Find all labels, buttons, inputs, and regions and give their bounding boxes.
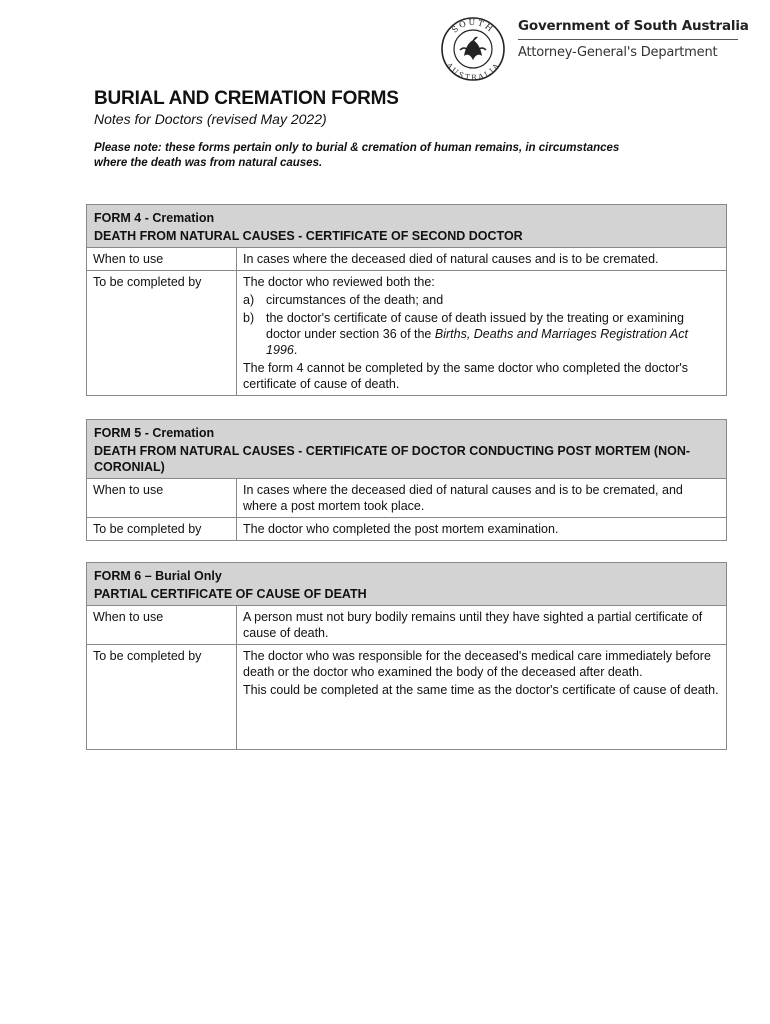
completed-by-text: The doctor who completed the post mortem examination. — [237, 518, 727, 541]
list-marker: b) — [243, 311, 255, 325]
completed-by-text — [237, 271, 727, 396]
form-heading: FORM 5 - Cremation — [94, 426, 215, 440]
completed-by-label: To be completed by — [87, 271, 237, 396]
form-subheading: DEATH FROM NATURAL CAUSES - CERTIFICATE OF SECOND DOCTOR — [94, 229, 523, 243]
south-australia-seal-icon — [440, 16, 506, 82]
form-subheading: PARTIAL CERTIFICATE OF CAUSE OF DEATH — [94, 587, 367, 601]
form-5-table — [86, 419, 727, 541]
when-to-use-text: A person must not bury bodily remains until they have sighted a partial certificate of cause of death. — [237, 606, 727, 645]
seal-bottom-text: AUSTRALIA — [444, 61, 502, 82]
completed-by-paragraph-2: This could be completed at the same time as the doctor's certificate of cause of death. — [243, 683, 719, 697]
list-item-text: circumstances of the death; and — [266, 293, 444, 307]
when-to-use-label: When to use — [87, 479, 237, 518]
svg-text:SOUTH — [450, 18, 496, 35]
seal-top-text: SOUTH — [450, 17, 496, 35]
form-4-header — [87, 205, 727, 248]
when-to-use-label: When to use — [87, 606, 237, 645]
when-to-use-text: In cases where the deceased died of natural causes and is to be cremated, and where a post mortem took place. — [237, 479, 727, 518]
act-name: Births, Deaths and Marriages Registration Act 1996 — [266, 327, 688, 357]
page-header — [440, 14, 749, 82]
completed-by-label: To be completed by — [87, 645, 237, 750]
list-item-text-end: . — [293, 343, 298, 357]
list-item — [243, 310, 719, 358]
form-5-header — [87, 420, 727, 479]
completed-by-list — [243, 292, 719, 358]
page-subtitle: Notes for Doctors (revised May 2022) — [94, 111, 327, 127]
page-title: BURIAL AND CREMATION FORMS — [94, 88, 399, 109]
list-item — [243, 292, 719, 308]
form-4-table — [86, 204, 727, 396]
svg-text:AUSTRALIA — [444, 61, 501, 82]
completed-by-paragraph: The doctor who was responsible for the deceased's medical care immediately before death or the doctor who examined the body of the deceased after death. — [243, 649, 711, 679]
form-6-header — [87, 563, 727, 606]
form-heading: FORM 6 – Burial Only — [94, 569, 222, 583]
government-name: Government of South Australia — [518, 18, 738, 40]
completed-by-text — [237, 645, 727, 750]
list-item-text: the doctor's certificate of cause of death issued by the treating or examining doctor under section 36 of the — [266, 311, 684, 341]
list-marker: a) — [243, 293, 255, 307]
please-note: Please note: these forms pertain only to burial & cremation of human remains, in circumstances where the death was from natural causes. — [94, 142, 620, 169]
when-to-use-text: In cases where the deceased died of natural causes and is to be cremated. — [237, 248, 727, 271]
government-branding — [518, 18, 749, 60]
completed-by-outro: The form 4 cannot be completed by the same doctor who completed the doctor's certificate of cause of death. — [243, 361, 688, 391]
form-heading: FORM 4 - Cremation — [94, 211, 215, 225]
department-name: Attorney-General's Department — [518, 45, 718, 60]
completed-by-intro: The doctor who reviewed both the: — [243, 275, 435, 289]
when-to-use-label: When to use — [87, 248, 237, 271]
completed-by-label: To be completed by — [87, 518, 237, 541]
form-subheading: DEATH FROM NATURAL CAUSES - CERTIFICATE OF DOCTOR CONDUCTING POST MORTEM (NON-CORONIAL) — [94, 444, 691, 474]
form-6-table — [86, 562, 727, 750]
